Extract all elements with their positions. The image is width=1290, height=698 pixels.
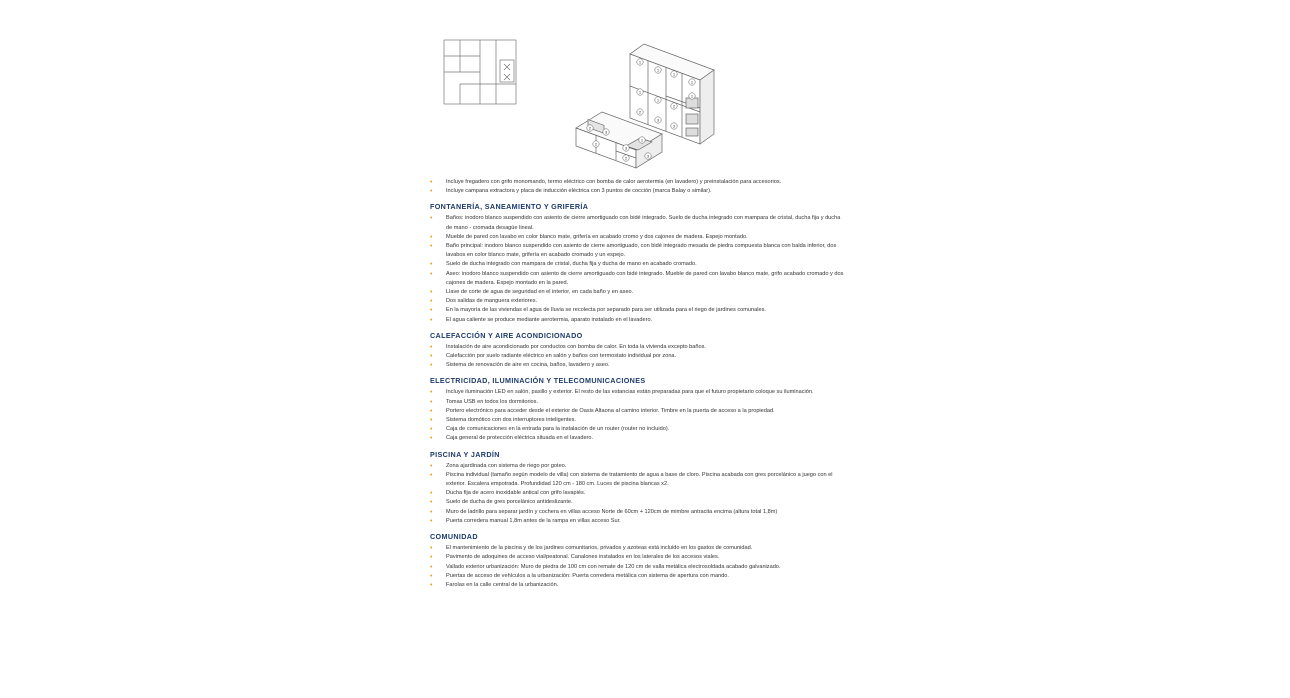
list-item: • Pavimento de adoquines de acceso vial/peatonal. Canalones instalados en los laterales de los accesos viales.	[430, 553, 848, 562]
callout-number: 1	[656, 97, 660, 103]
list-item: • Aseo: inodoro blanco suspendido con asiento de cierre amortiguado con bidé integrado. Mueble de pared con lavabo blanco mate, grifo acabado cromado y dos cajones de madera. Espejo montado en la pared.	[430, 270, 848, 288]
list-item: • Sistema de renovación de aire en cocina, baños, lavadero y aseo.	[430, 361, 848, 370]
callout-number: 1	[638, 59, 642, 65]
list-item: • Suelo de ducha integrado con mampara de cristal, ducha fija y ducha de mano en acabado cromado.	[430, 260, 848, 269]
list-item: • Tomas USB en todos los dormitorios.	[430, 398, 848, 407]
section-bullet-list	[430, 343, 848, 371]
section-title: ELECTRICIDAD, ILUMINACIÓN Y TELECOMUNICACIONES	[430, 376, 646, 386]
section-bullet-list	[430, 214, 848, 324]
section-fontaneria	[430, 202, 848, 324]
kitchen-floor-plan	[444, 40, 516, 104]
list-item: • Baño principal: inodoro blanco suspendido con asiento de cierre amortiguado, con bidé integrado mesada de piedra compuesta blanca con balda inferior, dos lavabos en color blanco mate, grifería en acabado cromado y un espejo.	[430, 242, 848, 260]
callout-number: 3	[646, 153, 650, 159]
list-item: • Dos salidas de manguera exteriores.	[430, 297, 848, 306]
list-item: • Mueble de pared con lavabo en color blanco mate, grifería en acabado cromo y dos cajones de madera. Espejo montado.	[430, 233, 848, 242]
list-item: • Incluye iluminación LED en salón, pasillo y exterior. El resto de las estancias están preparadas para que el futuro propietario coloque su iluminación.	[430, 388, 848, 397]
list-item: • Piscina individual (tamaño según modelo de villa) con sistema de tratamiento de agua a base de cloro. Piscina acabada con gres porcelánico a juego con el exterior. Escalera empotrada. Profundidad 120 cm - 180 cm. Luces de piscina blancas x2.	[430, 471, 848, 489]
callout-number: 1	[656, 67, 660, 73]
section-title: FONTANERÍA, SANEAMIENTO Y GRIFERÍA	[430, 202, 589, 212]
list-item: • Puerta corredera manual 1,8m antes de la rampa en villas acceso Sur.	[430, 517, 848, 526]
callout-number: 3	[672, 123, 676, 129]
section-bullet-list	[430, 544, 848, 590]
list-item: • Sistema domótico con dos interruptores inteligentes.	[430, 416, 848, 425]
callout-number: 2	[672, 103, 676, 109]
list-item: • Caja general de protección eléctrica situada en el lavadero.	[430, 434, 848, 443]
list-item: • Incluye campana extractora y placa de inducción eléctrica con 3 puntos de cocción (marca Balay o similar).	[430, 187, 848, 196]
section-bullet-list	[430, 462, 848, 526]
list-item: • Incluye fregadero con grifo monomando, termo eléctrico con bomba de calor aerotermia (en lavadero) y preinstalación para accesorios.	[430, 178, 848, 187]
list-item: • Llave de corte de agua de seguridad en el interior, en cada baño y en aseo.	[430, 288, 848, 297]
list-item: • Muro de ladrillo para separar jardín y cochera en villas acceso Norte de 60cm + 120cm de mimbre antracita encima (altura total 1,8m)	[430, 508, 848, 517]
specification-text	[430, 178, 848, 590]
section-title: COMUNIDAD	[430, 532, 478, 542]
list-item: • Calefacción por suelo radiante eléctrico en salón y baños con termostato individual por zona.	[430, 352, 848, 361]
list-item: • Farolas en la calle central de la urbanización.	[430, 581, 848, 590]
list-item: • Suelo de ducha de gres porcelánico antideslizante.	[430, 498, 848, 507]
kitchen-line-drawing	[430, 36, 850, 176]
callout-number: 3	[656, 117, 660, 123]
callout-number: 3	[604, 129, 608, 135]
section-calefaccion	[430, 331, 848, 371]
list-item: • El agua caliente se produce mediante aerotermia, aparato instalado en el lavadero.	[430, 316, 848, 325]
list-item: • Puertas de acceso de vehículos a la urbanización: Puerta corredera metálica con sistema de apertura con mando.	[430, 572, 848, 581]
intro-bullet-list	[430, 178, 848, 196]
callout-number: 2	[624, 155, 628, 161]
section-title: CALEFACCIÓN Y AIRE ACONDICIONADO	[430, 330, 583, 340]
section-title: PISCINA Y JARDÍN	[430, 449, 500, 459]
section-piscina	[430, 450, 848, 526]
callout-number: 2	[638, 109, 642, 115]
section-bullet-list	[430, 388, 848, 443]
callout-number: 1	[690, 93, 694, 99]
list-item: • Portero electrónico para acceder desde el exterior de Oasis Altaona al camino interior. Timbre en la puerta de acceso a la propiedad.	[430, 407, 848, 416]
list-item: • El mantenimiento de la piscina y de los jardines comunitarios, privados y azoteas está incluido en los gastos de comunidad.	[430, 544, 848, 553]
callout-number: 1	[638, 89, 642, 95]
list-item: • Baños: inodoro blanco suspendido con asiento de cierre amortiguado con bidé integrado. Suelo de ducha integrado con mampara de cristal, ducha fija y ducha de mano - cromada desagüe lineal.	[430, 214, 848, 232]
section-comunidad	[430, 532, 848, 590]
list-item: • Ducha fija de acero inoxidable antical con grifo lavapiés.	[430, 489, 848, 498]
list-item: • Instalación de aire acondicionado por conductos con bomba de calor. En toda la vivienda excepto baños.	[430, 343, 848, 352]
callout-number: 1	[640, 137, 644, 143]
callout-number: 1	[690, 79, 694, 85]
list-item: • Vallado exterior urbanización: Muro de piedra de 100 cm con remate de 120 cm de valla metálica electrosoldada acabado galvanizado.	[430, 563, 848, 572]
callout-number: 3	[624, 145, 628, 151]
callout-number: 2	[588, 125, 592, 131]
kitchen-illustration	[430, 36, 850, 176]
list-item: • Zona ajardinada con sistema de riego por goteo.	[430, 462, 848, 471]
callout-number: 2	[594, 141, 598, 147]
callout-number: 1	[672, 71, 676, 77]
list-item: • Caja de comunicaciones en la entrada para la instalación de un router (router no incluido).	[430, 425, 848, 434]
list-item: • En la mayoría de las viviendas el agua de lluvia se recolecta por separado para ser utilizada para el riego de jardines comunales.	[430, 306, 848, 315]
section-electricidad	[430, 376, 848, 443]
